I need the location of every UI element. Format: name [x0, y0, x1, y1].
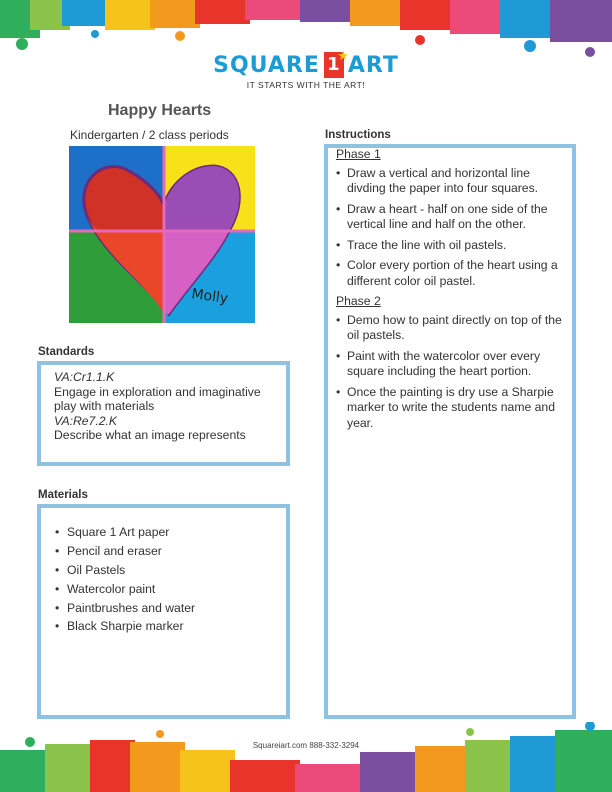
instruction-step: • Once the painting is dry use a Sharpie marker to write the students name and year.	[336, 384, 555, 430]
materials-heading: Materials	[38, 489, 88, 501]
standards-heading: Standards	[38, 346, 95, 358]
material-item: • Square 1 Art paper	[55, 523, 195, 542]
bottom-paint-splash	[0, 722, 612, 792]
star-icon: ★	[337, 49, 350, 64]
instruction-step: • Demo how to paint directly on top of the oil pastels.	[336, 312, 562, 342]
logo-number: 1	[327, 54, 341, 75]
instruction-step: • Draw a vertical and horizontal line divding the paper into four squares.	[336, 165, 539, 195]
materials-list	[55, 523, 195, 636]
logo	[0, 49, 612, 90]
material-item: • Black Sharpie marker	[55, 617, 195, 636]
standard-code: VA:Re7.2.K	[54, 413, 118, 428]
instruction-step: • Color every portion of the heart using a different color oil pastel.	[336, 258, 558, 288]
logo-number-badge	[324, 49, 350, 78]
artwork-example-image	[69, 146, 255, 323]
instruction-step: • Trace the line with oil pastels.	[336, 237, 507, 252]
material-item: • Oil Pastels	[55, 561, 195, 580]
lesson-title: Happy Hearts	[108, 102, 212, 119]
logo-text-right: ART	[347, 52, 399, 78]
standard-description: Describe what an image represents	[54, 428, 246, 442]
phase-1-label: Phase 1	[336, 147, 381, 161]
lesson-subtitle: Kindergarten / 2 class periods	[70, 128, 229, 142]
top-paint-splash	[0, 0, 612, 60]
tagline: IT STARTS WITH THE ART!	[246, 80, 366, 90]
instructions-content	[336, 147, 562, 436]
artwork-signature: Molly	[190, 286, 230, 308]
phase-2-label: Phase 2	[336, 294, 381, 308]
instruction-step: • Draw a heart - half on one side of the vertical line and half on the other.	[336, 201, 548, 231]
standard-description: Engage in exploration and imaginative play with materials	[54, 384, 261, 413]
standards-list	[54, 370, 276, 443]
instructions-heading: Instructions	[325, 129, 391, 141]
instruction-step: • Paint with the watercolor over every square including the heart portion.	[336, 348, 541, 378]
material-item: • Pencil and eraser	[55, 542, 195, 561]
material-item: • Paintbrushes and water	[55, 599, 195, 618]
logo-text-left: SQUARE	[213, 52, 320, 78]
material-item: • Watercolor paint	[55, 580, 195, 599]
standard-code: VA:Cr1.1.K	[54, 370, 115, 384]
footer-contact: Squareiart.com 888-332-3294	[252, 741, 360, 750]
